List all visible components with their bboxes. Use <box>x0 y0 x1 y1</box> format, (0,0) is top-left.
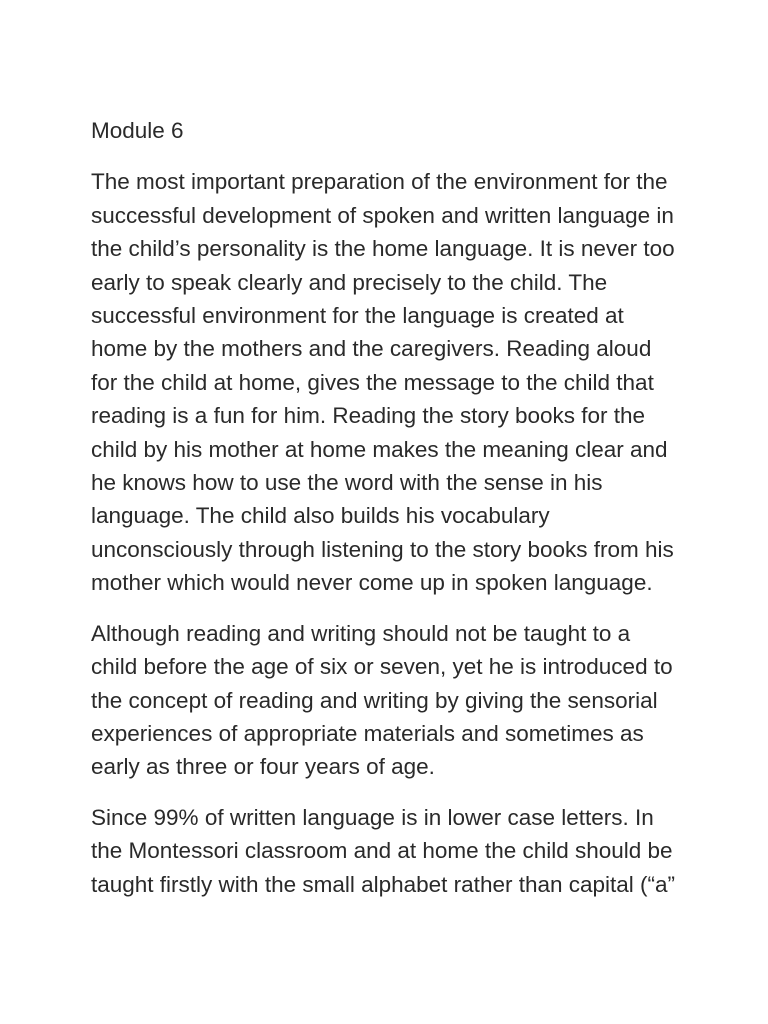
paragraph-line: the concept of reading and writing by giving the sensorial <box>91 687 658 713</box>
paragraph-3 <box>91 801 696 901</box>
paragraph-line: Although reading and writing should not be taught to a <box>91 620 631 646</box>
paragraph-line: early to speak clearly and precisely to the child. The <box>91 269 608 295</box>
paragraph-line: early as three or four years of age. <box>91 754 435 780</box>
paragraph-line: he knows how to use the word with the sense in his <box>91 470 603 496</box>
paragraph-line: successful development of spoken and written language in <box>91 202 674 228</box>
paragraph-line: child by his mother at home makes the meaning clear and <box>91 436 668 462</box>
paragraph-line: the child’s personality is the home language. It is never too <box>91 236 675 262</box>
paragraph-line: child before the age of six or seven, yet he is introduced to <box>91 654 673 680</box>
paragraph-2 <box>91 617 696 784</box>
paragraph-line: home by the mothers and the caregivers. Reading aloud <box>91 336 652 362</box>
paragraph-line: mother which would never come up in spoken language. <box>91 570 653 596</box>
paragraph-1 <box>91 165 696 599</box>
module-title: Module 6 <box>91 118 184 143</box>
paragraph-line: unconsciously through listening to the story books from his <box>91 536 674 562</box>
paragraph-line: The most important preparation of the environment for the <box>91 169 668 195</box>
paragraph-line: taught firstly with the small alphabet rather than capital (“a” <box>91 871 676 897</box>
paragraph-line: Since 99% of written language is in lower case letters. In <box>91 804 654 830</box>
paragraph-line: experiences of appropriate materials and sometimes as <box>91 720 644 746</box>
paragraph-line: the Montessori classroom and at home the child should be <box>91 838 673 864</box>
paragraph-line: reading is a fun for him. Reading the story books for the <box>91 403 646 429</box>
paragraph-line: successful environment for the language is created at <box>91 303 624 329</box>
paragraph-line: for the child at home, gives the message to the child that <box>91 369 654 395</box>
paragraph-line: language. The child also builds his vocabulary <box>91 503 550 529</box>
